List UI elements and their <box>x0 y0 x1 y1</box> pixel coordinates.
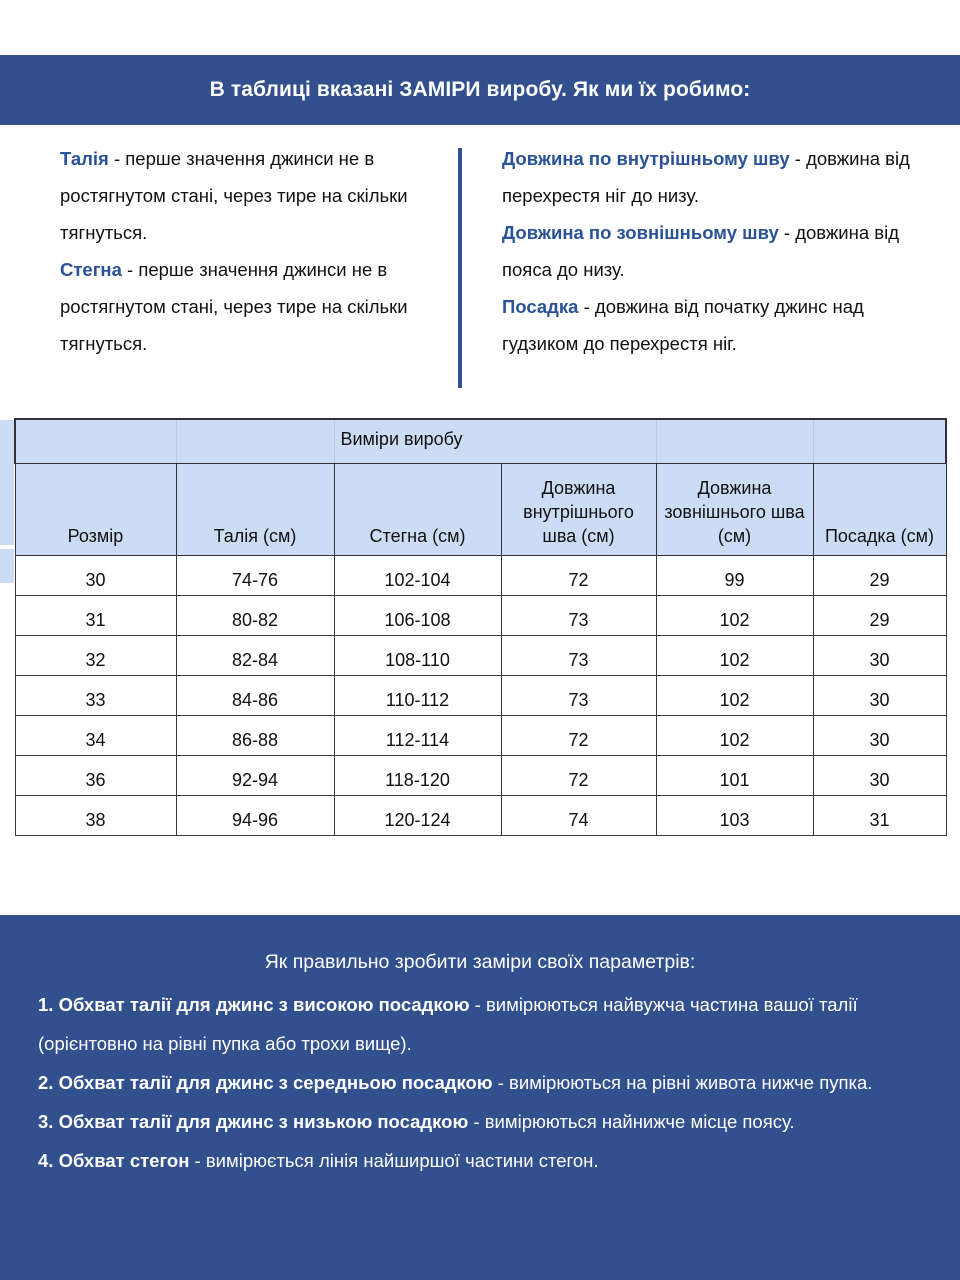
definition-text: - перше значення джинси не в ростягнутом стані, через тире на скільки тягнуться. <box>60 148 408 243</box>
cell-outseam: 102 <box>656 716 813 756</box>
cell-size: 34 <box>15 716 176 756</box>
instruction-strong: 1. Обхват талії для джинс з високою посадкою <box>38 994 470 1015</box>
definition-item <box>60 140 445 251</box>
page-title: В таблиці вказані ЗАМІРИ виробу. Як ми їх робимо: <box>209 78 751 101</box>
cell-inseam: 72 <box>501 716 656 756</box>
column-header-hips: Стегна (см) <box>334 464 501 556</box>
cell-inseam: 73 <box>501 636 656 676</box>
top-banner <box>0 55 960 125</box>
table-merged-header-row <box>15 419 946 464</box>
instruction-text: - вимірюються найнижче місце поясу. <box>468 1111 795 1132</box>
table-row <box>15 556 946 596</box>
definition-term: Посадка <box>502 296 579 317</box>
table-row <box>15 756 946 796</box>
column-header-rise: Посадка (см) <box>813 464 946 556</box>
measurement-instructions-list <box>0 975 960 1180</box>
table-row <box>15 796 946 836</box>
bottom-banner <box>0 915 960 1280</box>
definition-term: Стегна <box>60 259 122 280</box>
instruction-text: - вимірюються найвужча частина вашої талії (орієнтовно на рівні пупка або трохи вище). <box>38 994 858 1054</box>
instruction-item <box>38 1102 924 1141</box>
instruction-strong: 4. Обхват стегон <box>38 1150 190 1171</box>
definition-item <box>502 140 932 214</box>
instruction-item <box>38 1063 924 1102</box>
table-row <box>15 716 946 756</box>
column-header-waist: Талія (см) <box>176 464 334 556</box>
bottom-banner-title: Як правильно зробити заміри своїх параметрів: <box>264 951 696 973</box>
merged-header-blank-cell <box>656 419 813 464</box>
cell-waist: 74-76 <box>176 556 334 596</box>
cell-waist: 94-96 <box>176 796 334 836</box>
definition-text: - довжина від перехрестя ніг до низу. <box>502 148 910 206</box>
cell-size: 38 <box>15 796 176 836</box>
definitions-left-column <box>60 140 445 362</box>
cell-inseam: 72 <box>501 756 656 796</box>
cell-waist: 80-82 <box>176 596 334 636</box>
table-header-row <box>15 464 946 556</box>
definition-item <box>60 251 445 362</box>
definitions-vertical-divider <box>458 148 462 388</box>
merged-header-blank-cell <box>15 419 176 464</box>
column-header-size: Розмір <box>15 464 176 556</box>
cell-outseam: 101 <box>656 756 813 796</box>
cell-outseam: 102 <box>656 636 813 676</box>
cell-inseam: 74 <box>501 796 656 836</box>
cell-hips: 112-114 <box>334 716 501 756</box>
cell-inseam: 73 <box>501 596 656 636</box>
cell-hips: 118-120 <box>334 756 501 796</box>
cell-rise: 30 <box>813 756 946 796</box>
instruction-item <box>38 1141 924 1180</box>
cell-inseam: 72 <box>501 556 656 596</box>
merged-header-title: Виміри виробу <box>334 419 656 464</box>
cell-hips: 120-124 <box>334 796 501 836</box>
cell-rise: 29 <box>813 556 946 596</box>
cell-rise: 30 <box>813 676 946 716</box>
cell-outseam: 102 <box>656 596 813 636</box>
cell-outseam: 103 <box>656 796 813 836</box>
cell-size: 32 <box>15 636 176 676</box>
cell-hips: 110-112 <box>334 676 501 716</box>
instruction-strong: 3. Обхват талії для джинс з низькою посадкою <box>38 1111 469 1132</box>
size-table-container <box>0 418 960 836</box>
definition-term: Довжина по внутрішньому шву <box>502 148 790 169</box>
instruction-item <box>38 985 924 1063</box>
cell-inseam: 73 <box>501 676 656 716</box>
table-row <box>15 676 946 716</box>
cell-rise: 29 <box>813 596 946 636</box>
definitions-right-column <box>502 140 932 362</box>
cell-size: 36 <box>15 756 176 796</box>
column-header-inseam: Довжина внутрішнього шва (см) <box>501 464 656 556</box>
instruction-text: - вимірюється лінія найширшої частини стегон. <box>189 1150 599 1171</box>
merged-header-blank-cell <box>176 419 334 464</box>
cell-waist: 82-84 <box>176 636 334 676</box>
definition-item <box>502 288 932 362</box>
cell-hips: 106-108 <box>334 596 501 636</box>
definition-text: - довжина від пояса до низу. <box>502 222 900 280</box>
cell-rise: 30 <box>813 636 946 676</box>
column-header-outseam: Довжина зовнішнього шва (см) <box>656 464 813 556</box>
cell-hips: 102-104 <box>334 556 501 596</box>
definition-term: Довжина по зовнішньому шву <box>502 222 779 243</box>
cell-hips: 108-110 <box>334 636 501 676</box>
size-table <box>14 418 947 836</box>
cell-outseam: 102 <box>656 676 813 716</box>
cell-size: 33 <box>15 676 176 716</box>
cell-size: 30 <box>15 556 176 596</box>
cell-waist: 84-86 <box>176 676 334 716</box>
definitions-section <box>0 140 960 398</box>
cell-outseam: 99 <box>656 556 813 596</box>
cell-waist: 86-88 <box>176 716 334 756</box>
definition-text: - перше значення джинси не в ростягнутом стані, через тире на скільки тягнуться. <box>60 259 408 354</box>
cell-rise: 31 <box>813 796 946 836</box>
merged-header-blank-cell <box>813 419 946 464</box>
instruction-text: - вимірюються на рівні живота нижче пупка. <box>492 1072 873 1093</box>
cell-waist: 92-94 <box>176 756 334 796</box>
instruction-strong: 2. Обхват талії для джинс з середньою посадкою <box>38 1072 493 1093</box>
cell-size: 31 <box>15 596 176 636</box>
definition-item <box>502 214 932 288</box>
cell-rise: 30 <box>813 716 946 756</box>
definition-text: - довжина від початку джинс над гудзиком до перехрестя ніг. <box>502 296 864 354</box>
table-row <box>15 596 946 636</box>
definition-term: Талія <box>60 148 109 169</box>
table-row <box>15 636 946 676</box>
